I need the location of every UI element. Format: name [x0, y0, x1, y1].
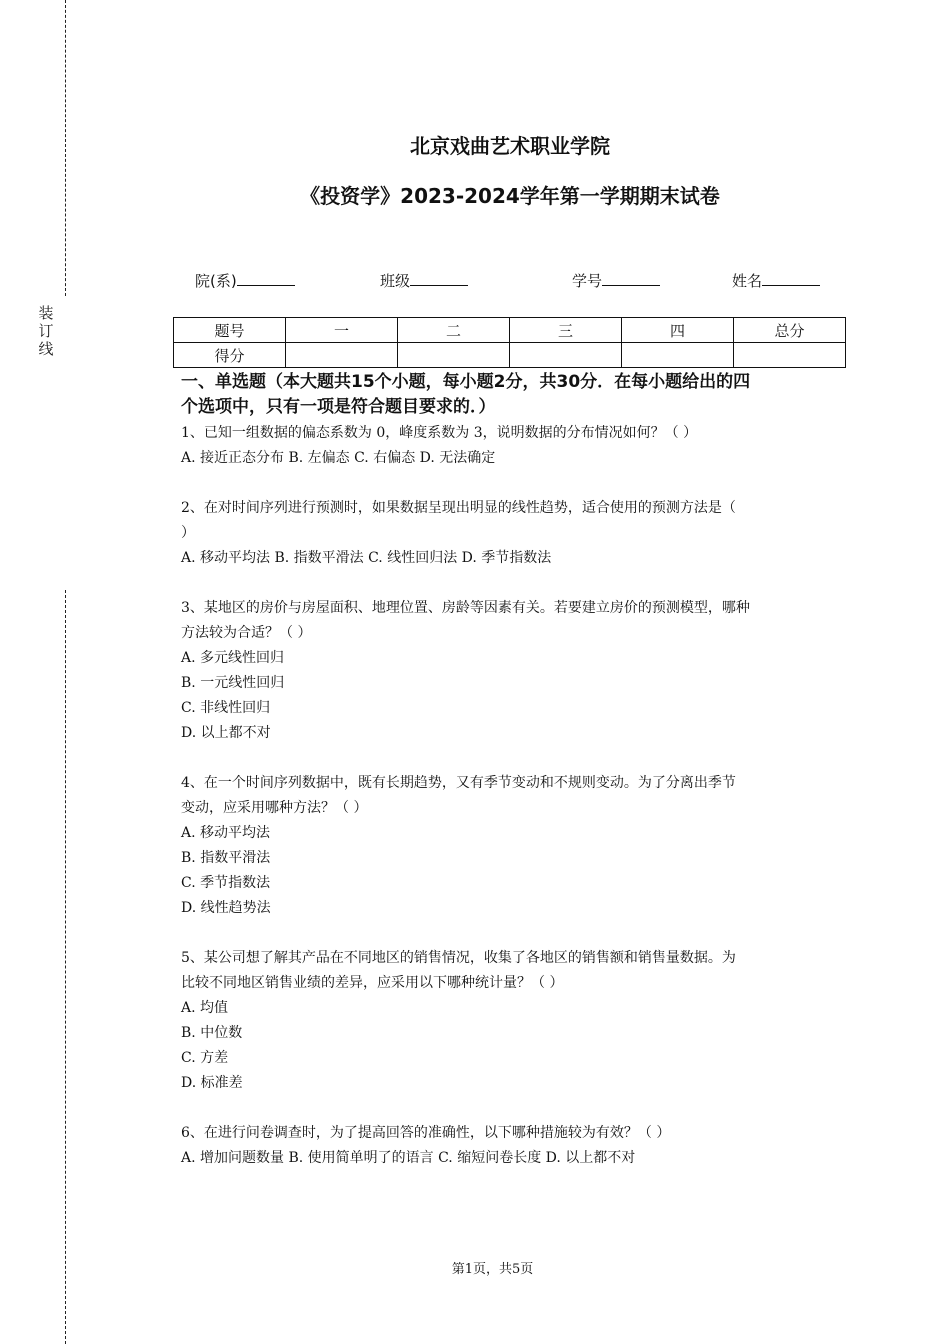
binding-label [38, 304, 54, 358]
section-heading-line: 一、单选题（本大题共15个小题，每小题2分，共30分．在每小题给出的四 [181, 372, 751, 392]
page-footer: 第1页，共5页 [451, 1262, 534, 1277]
question-stem: ） [181, 525, 195, 541]
question-option: B. 中位数 [181, 1025, 243, 1041]
question-stem: 3、某地区的房价与房屋面积、地理位置、房龄等因素有关。若要建立房价的预测模型，哪种 [181, 600, 750, 616]
section-heading-line: 个选项中，只有一项是符合题目要求的．） [181, 397, 496, 417]
question-option: C. 季节指数法 [181, 875, 271, 891]
section-heading [181, 370, 841, 420]
score-cell [398, 343, 510, 368]
score-cell: 四 [622, 318, 734, 343]
info-label: 姓名 [732, 272, 763, 290]
question-stem: 2、在对时间序列进行预测时，如果数据呈现出明显的线性趋势，适合使用的预测方法是（ [181, 500, 736, 516]
question-option: C. 非线性回归 [181, 700, 271, 716]
score-cell: 三 [510, 318, 622, 343]
score-table-header-row [174, 318, 846, 343]
score-cell: 总分 [734, 318, 846, 343]
question-gap [181, 471, 841, 496]
binding-char: 装 [38, 304, 54, 322]
score-cell [622, 343, 734, 368]
question-stem: 6、在进行问卷调查时，为了提高回答的准确性，以下哪种措施较为有效？（ ） [181, 1125, 671, 1141]
exam-title: 《投资学》2023-2024学年第一学期期末试卷 [300, 184, 720, 208]
question-option: D. 线性趋势法 [181, 900, 271, 916]
question-option: A. 多元线性回归 [181, 650, 285, 666]
score-cell: 一 [286, 318, 398, 343]
question-stem: 变动，应采用哪种方法？（ ） [181, 800, 368, 816]
question-option: C. 方差 [181, 1050, 229, 1066]
question-option: B. 指数平滑法 [181, 850, 271, 866]
question-gap [181, 1096, 841, 1121]
question-stem: 比较不同地区销售业绩的差异，应采用以下哪种统计量？（ ） [181, 975, 564, 991]
info-field-department [195, 270, 295, 291]
binding-dashed-line-bottom [65, 590, 66, 1344]
question-gap [181, 746, 841, 771]
score-cell: 得分 [174, 343, 286, 368]
info-blank [410, 271, 468, 286]
question-stem: 方法较为合适？（ ） [181, 625, 312, 641]
score-table [173, 317, 846, 368]
question-option: D. 以上都不对 [181, 725, 271, 741]
question-item [181, 421, 841, 471]
info-field-student-id [572, 270, 660, 291]
score-cell [734, 343, 846, 368]
question-stem: 4、在一个时间序列数据中，既有长期趋势，又有季节变动和不规则变动。为了分离出季节 [181, 775, 736, 791]
question-option: D. 标准差 [181, 1075, 243, 1091]
question-item [181, 1121, 841, 1171]
score-table-score-row [174, 343, 846, 368]
info-blank [602, 271, 660, 286]
question-option: A. 接近正态分布 B. 左偏态 C. 右偏态 D. 无法确定 [181, 450, 496, 466]
exam-content [181, 370, 841, 1171]
question-gap [181, 921, 841, 946]
info-label: 学号 [572, 272, 603, 290]
info-label: 院(系) [195, 272, 237, 290]
question-stem: 5、某公司想了解其产品在不同地区的销售情况，收集了各地区的销售额和销售量数据。为 [181, 950, 736, 966]
question-option: A. 移动平均法 [181, 825, 271, 841]
question-item [181, 496, 841, 571]
info-field-name [732, 270, 820, 291]
score-cell: 二 [398, 318, 510, 343]
score-cell: 题号 [174, 318, 286, 343]
info-blank [762, 271, 820, 286]
question-option: A. 均值 [181, 1000, 229, 1016]
question-list [181, 421, 841, 1171]
binding-char: 线 [38, 340, 54, 358]
question-item [181, 771, 841, 921]
binding-char: 订 [38, 322, 54, 340]
question-item [181, 596, 841, 746]
score-cell [286, 343, 398, 368]
question-stem: 1、已知一组数据的偏态系数为 0，峰度系数为 3，说明数据的分布情况如何？（ ） [181, 425, 698, 441]
question-option: B. 一元线性回归 [181, 675, 285, 691]
question-gap [181, 571, 841, 596]
info-blank [237, 271, 295, 286]
question-item [181, 946, 841, 1096]
score-cell [510, 343, 622, 368]
info-label: 班级 [380, 272, 411, 290]
question-option: A. 移动平均法 B. 指数平滑法 C. 线性回归法 D. 季节指数法 [181, 550, 552, 566]
info-field-class [380, 270, 468, 291]
question-option: A. 增加问题数量 B. 使用简单明了的语言 C. 缩短问卷长度 D. 以上都不对 [181, 1150, 636, 1166]
school-name: 北京戏曲艺术职业学院 [410, 134, 610, 158]
